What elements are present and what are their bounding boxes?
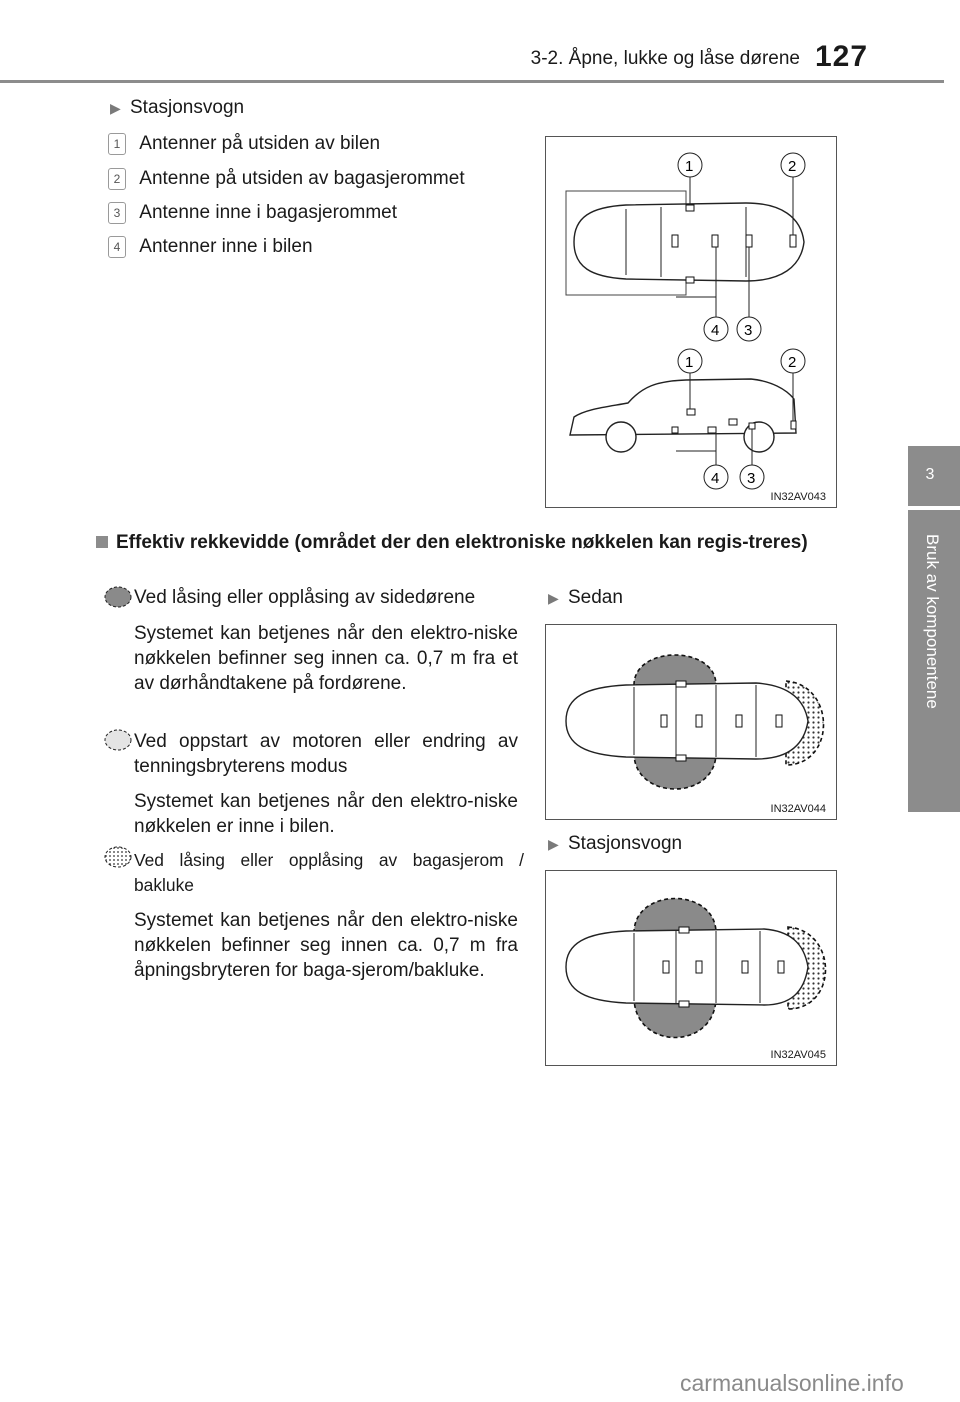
variant-label — [110, 96, 244, 120]
legend-label: Ved oppstart av motoren eller endring av tenningsbryterens modus — [134, 731, 518, 777]
callout-label: 3 — [744, 322, 753, 339]
callout-label: 1 — [685, 158, 694, 175]
light-gray-area-icon — [104, 729, 132, 751]
legend-body: Systemet kan betjenes når den elektro-niske nøkkelen er inne i bilen. — [134, 791, 518, 837]
arrow-right-icon: ▶ — [548, 836, 559, 852]
figure-code: IN32AV045 — [770, 1049, 826, 1061]
legend-label: Ved låsing eller opplåsing av bagasjerom / bakluke — [134, 850, 524, 895]
callout-label: 4 — [711, 322, 720, 339]
range-heading-text: Effektiv rekkevidde (området der den elektroniske nøkkelen kan regis-treres) — [116, 532, 808, 553]
antenna-item — [108, 201, 397, 225]
dotted-area-icon — [104, 846, 132, 868]
wagon-range-diagram — [546, 871, 836, 1065]
callout-label: 4 — [711, 470, 720, 487]
sedan-label — [548, 586, 623, 610]
antenna-item-text: Antenne på utsiden av bagasjerommet — [139, 168, 465, 189]
antenna-item — [108, 132, 380, 156]
number-badge: 4 — [108, 236, 126, 258]
legend-body: Systemet kan betjenes når den elektro-niske nøkkelen befinner seg innen ca. 0,7 m fra åpningsbryteren for baga-sjerom/bakluke. — [134, 910, 518, 981]
arrow-right-icon: ▶ — [548, 590, 559, 606]
section-title: 3-2. Åpne, lukke og låse dørene — [530, 48, 800, 69]
callout-label: 3 — [747, 470, 756, 487]
chapter-title: Bruk av komponentene — [923, 534, 942, 709]
sedan-range-figure — [545, 624, 837, 820]
chapter-number: 3 — [925, 466, 935, 483]
wagon-range-figure — [545, 870, 837, 1066]
sedan-label-text: Sedan — [568, 587, 623, 608]
antenna-item-text: Antenner på utsiden av bilen — [139, 133, 381, 154]
antenna-diagram — [546, 137, 836, 507]
number-badge: 2 — [108, 168, 126, 190]
range-heading — [96, 530, 866, 555]
antenna-item — [108, 167, 465, 191]
antenna-item — [108, 235, 313, 259]
antenna-item-text: Antenner inne i bilen — [139, 236, 313, 257]
figure-code: IN32AV043 — [770, 491, 826, 503]
number-badge: 1 — [108, 133, 126, 155]
callout-label: 2 — [788, 354, 797, 371]
callout-label: 2 — [788, 158, 797, 175]
figure-code: IN32AV044 — [770, 803, 826, 815]
sedan-range-diagram — [546, 625, 836, 819]
variant-text: Stasjonsvogn — [130, 97, 245, 118]
square-bullet-icon — [96, 536, 108, 548]
legend-body: Systemet kan betjenes når den elektro-niske nøkkelen befinner seg innen ca. 0,7 m fra et av dørhåndtakene på fordørene. — [134, 623, 518, 694]
legend-label: Ved låsing eller opplåsing av sidedørene — [134, 587, 476, 608]
watermark: carmanualsonline.info — [680, 1370, 904, 1396]
page-number: 127 — [815, 40, 869, 73]
callout-label: 1 — [685, 354, 694, 371]
solid-gray-area-icon — [104, 586, 132, 608]
antenna-figure — [545, 136, 837, 508]
arrow-right-icon: ▶ — [110, 100, 121, 116]
wagon-label-text: Stasjonsvogn — [568, 833, 683, 854]
wagon-label — [548, 832, 682, 856]
header-rule — [0, 80, 944, 83]
antenna-item-text: Antenne inne i bagasjerommet — [139, 202, 397, 223]
number-badge: 3 — [108, 202, 126, 224]
